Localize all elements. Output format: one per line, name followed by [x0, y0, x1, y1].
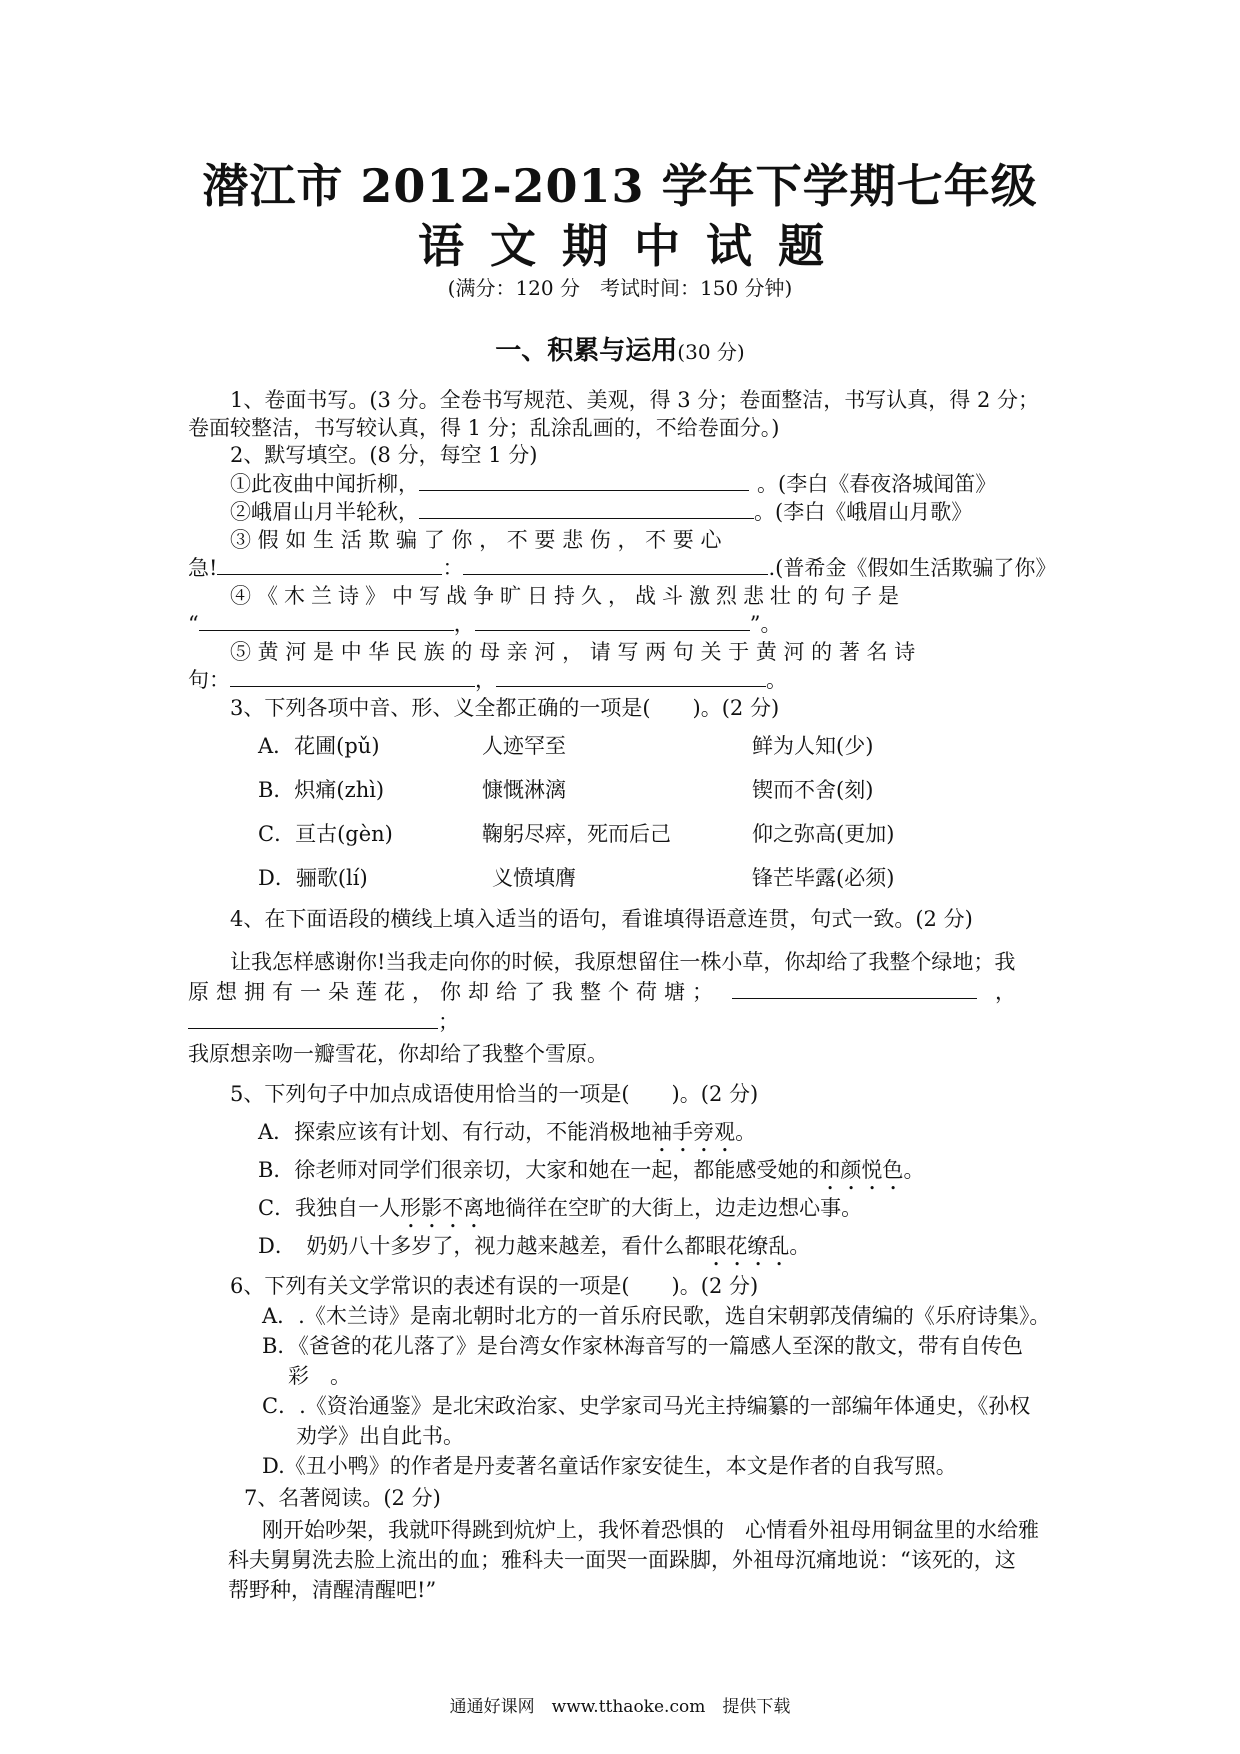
q2-item5-line2 [188, 666, 787, 694]
q2-item2-prompt: ②峨眉山月半轮秋， [230, 500, 419, 524]
q3-option-a-col2: 人迹罕至 [482, 734, 566, 758]
q2-item4-blank2[interactable] [475, 610, 750, 631]
q5-option-d-end: 。 [789, 1234, 811, 1258]
q4-blank1-end: ， [995, 980, 1016, 1004]
q2-item5-sep: ， [475, 668, 496, 692]
q6-heading: 6、下列有关文学常识的表述有误的一项是( )。(2 分) [230, 1274, 759, 1298]
q7-passage-line2: 科夫舅舅洗去脸上流出的血；雅科夫一面哭一面跺脚，外祖母沉痛地说：“该死的，这 [228, 1548, 1016, 1572]
section-points: (30 分) [677, 340, 745, 364]
q3-option-d-col2: 义愤填膺 [492, 866, 576, 890]
q3-option-c-col2: 鞠躬尽瘁，死而后己 [482, 822, 671, 846]
q5-option-b-text: B．徐老师对同学们很亲切，大家和她在一起，都能感受她的 [258, 1158, 820, 1182]
q2-item2-blank[interactable] [419, 498, 754, 519]
q5-option-b-idiom: 和颜悦色 [819, 1158, 904, 1182]
q4-passage-line2-text: 原想拥有一朵莲花，你却给了我整个荷塘； [188, 980, 720, 1004]
q5-option-d-idiom: 眼花缭乱 [705, 1234, 790, 1258]
q2-item3-line2 [188, 554, 1056, 582]
q2-item4-close-quote: ”。 [749, 612, 782, 636]
q4-blank2-end: ； [438, 1010, 459, 1034]
q6-option-c-line1: C．.《资治通鉴》是北宋政治家、史学家司马光主持编纂的一部编年体通史，《孙权 [262, 1394, 1031, 1418]
q6-option-a: A．.《木兰诗》是南北朝时北方的一首乐府民歌，选自宋朝郭茂倩编的《乐府诗集》。 [262, 1304, 1051, 1328]
q4-heading: 4、在下面语段的横线上填入适当的语句，看谁填得语意连贯，句式一致。(2 分) [230, 907, 973, 931]
q4-blank2[interactable] [188, 1008, 438, 1029]
q2-item4-blank1[interactable] [199, 610, 454, 631]
q5-option-c-idiom: 形影不离 [400, 1196, 485, 1220]
q3-option-c-col3: 仰之弥高(更加) [752, 822, 895, 846]
q5-option-a-text: A．探索应该有计划、有行动，不能消极地 [258, 1120, 652, 1144]
q3-option-a-col1: A．花圃(pǔ) [258, 734, 380, 758]
exam-info: (满分：120 分 考试时间：150 分钟) [447, 276, 793, 300]
q2-item1 [230, 470, 996, 498]
q7-passage-line3: 帮野种，清醒清醒吧!” [228, 1578, 437, 1602]
q3-option-d-col3: 锋芒毕露(必须) [752, 866, 895, 890]
q6-option-b-line2: 彩 。 [288, 1364, 351, 1388]
q3-option-b-col1: B．炽痛(zhì) [258, 778, 385, 802]
q2-item4-open-quote: “ [188, 612, 199, 636]
q2-item2-source: 。(李白《峨眉山月歌》 [754, 500, 973, 524]
q2-item2 [230, 498, 972, 526]
q2-item5-blank2[interactable] [496, 666, 766, 687]
q2-item3-line1: ③ 假 如 生 活 欺 骗 了 你 ， 不 要 悲 伤 ， 不 要 心 [230, 528, 722, 552]
q6-option-c-line2: 劝学》出自此书。 [296, 1424, 464, 1448]
q2-item3-blank2[interactable] [463, 554, 768, 575]
q4-passage-line3 [188, 1008, 459, 1036]
q2-item4-line1: ④《木兰诗》中写战争旷日持久，战斗激烈悲壮的句子是 [230, 584, 905, 608]
q5-option-c-text: C．我独自一人 [258, 1196, 401, 1220]
q5-heading: 5、下列句子中加点成语使用恰当的一项是( )。(2 分) [230, 1082, 759, 1106]
q2-item1-blank[interactable] [419, 470, 749, 491]
q1-line2: 卷面较整洁，书写较认真，得 1 分；乱涂乱画的，不给卷面分。) [188, 416, 780, 440]
q5-option-d-text: D． 奶奶八十多岁了，视力越来越差，看什么都 [258, 1234, 706, 1258]
q5-option-a-idiom: 袖手旁观 [651, 1120, 736, 1144]
q3-option-d-col1: D．骊歌(lí) [258, 866, 368, 890]
q5-option-a-end: 。 [735, 1120, 757, 1144]
q2-item1-prompt: ①此夜曲中闻折柳， [230, 472, 419, 496]
q5-option-b [258, 1156, 924, 1195]
q2-item5-blank1[interactable] [230, 666, 475, 687]
q2-item5-end: 。 [766, 668, 787, 692]
footer-credit: 通通好课网 www.tthaoke.com 提供下载 [449, 1697, 791, 1717]
q5-option-b-end: 。 [903, 1158, 925, 1182]
q2-item5-prefix: 句： [188, 668, 230, 692]
q2-item3-sep: ： [442, 556, 464, 580]
q4-passage-line2 [188, 978, 1016, 1006]
q3-option-b-col3: 锲而不舍(刻) [752, 778, 874, 802]
q5-option-d [258, 1232, 810, 1271]
q4-blank1[interactable] [732, 978, 977, 999]
section-title: 一、积累与运用 [495, 336, 678, 366]
q7-passage-line1: 刚开始吵架，我就吓得跳到炕炉上，我怀着恐惧的 心情看外祖母用铜盆里的水给雅 [262, 1518, 1039, 1542]
q3-heading: 3、下列各项中音、形、义全都正确的一项是( )。(2 分) [230, 696, 780, 720]
q4-passage-line1: 让我怎样感谢你!当我走向你的时候，我原想留住一株小草，你却给了我整个绿地；我 [230, 950, 1016, 974]
q5-option-c-end: 地徜徉在空旷的大街上，边走边想心事。 [484, 1196, 863, 1220]
q2-item3-blank1[interactable] [217, 554, 442, 575]
q2-item3-source: .(普希金《假如生活欺骗了你》 [768, 556, 1057, 580]
q6-option-d: D.《丑小鸭》的作者是丹麦著名童话作家安徒生，本文是作者的自我写照。 [262, 1454, 957, 1478]
q5-option-a [258, 1118, 756, 1157]
q5-option-c [258, 1194, 862, 1233]
exam-title: 潜江市 2012-2013 学年下学期七年级 [202, 159, 1038, 213]
exam-subject-title: 语文期中试题 [418, 219, 850, 273]
q6-option-b-line1: B．《爸爸的花儿落了》是台湾女作家林海音写的一篇感人至深的散文，带有自传色 [262, 1334, 1023, 1358]
q2-heading: 2、默写填空。(8 分，每空 1 分) [230, 443, 538, 467]
q3-option-b-col2: 慷慨淋漓 [482, 778, 566, 802]
q4-passage-line4: 我原想亲吻一瓣雪花，你却给了我整个雪原。 [188, 1042, 608, 1066]
q2-item5-line1: ⑤ 黄 河 是 中 华 民 族 的 母 亲 河 ， 请 写 两 句 关 于 黄 河 的 著 名 诗 [230, 640, 916, 664]
q2-item3-prefix: 急! [188, 556, 218, 580]
q3-option-a-col3: 鲜为人知(少) [752, 734, 874, 758]
q3-option-c-col1: C．亘古(gèn) [258, 822, 393, 846]
q2-item1-source: 。(李白《春夜洛城闻笛》 [757, 472, 997, 496]
q1-line1: 1、卷面书写。(3 分。全卷书写规范、美观，得 3 分；卷面整洁，书写认真，得 2 分； [230, 388, 1040, 412]
q2-item4-line2 [188, 610, 782, 638]
q7-heading: 7、名著阅读。(2 分) [244, 1486, 441, 1510]
q2-item4-sep: ， [453, 612, 475, 636]
section-heading [0, 330, 1240, 367]
